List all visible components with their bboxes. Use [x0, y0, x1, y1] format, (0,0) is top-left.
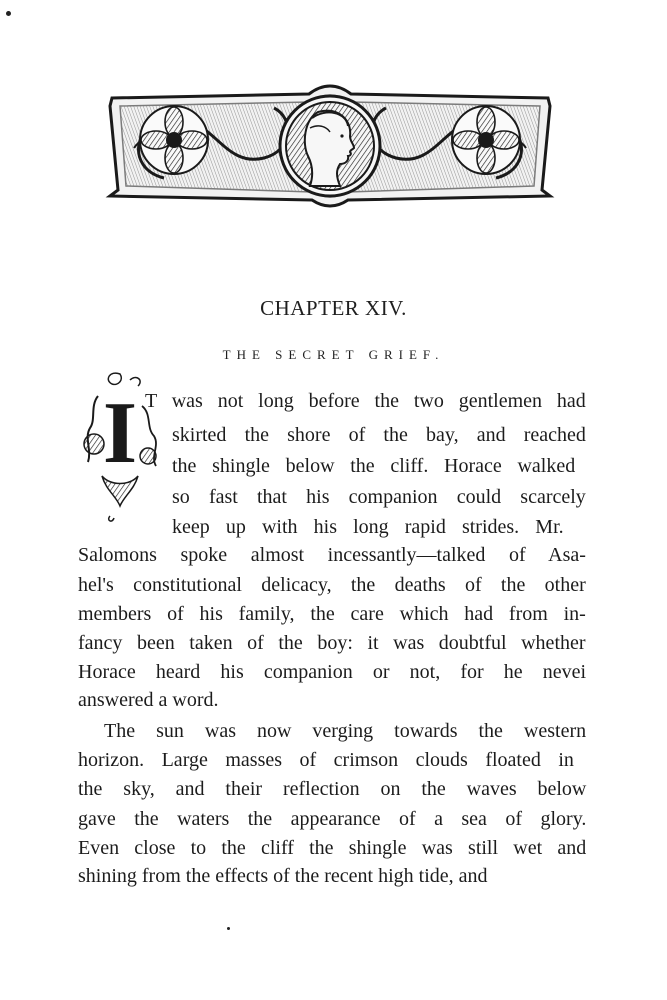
text-line: keep up with his long rapid strides. Mr. [172, 516, 564, 538]
text-line: shining from the effects of the recent high tide, and [78, 865, 488, 887]
text-line: hel's constitutional delicacy, the deaths of the other [78, 574, 586, 596]
text-line: horizon. Large masses of crimson clouds floated in [78, 749, 574, 771]
text-line: so fast that his companion could scarcely [172, 486, 586, 508]
text-line: skirted the shore of the bay, and reached [172, 424, 586, 446]
text-line: T was not long before the two gentlemen had [145, 390, 586, 412]
text-line: answered a word. [78, 689, 219, 711]
text-line: the sky, and their reflection on the waves below [78, 778, 587, 800]
ink-speck [227, 927, 230, 930]
chapter-subtitle: THE SECRET GRIEF. [222, 347, 445, 362]
chapter-title: CHAPTER XIV. [260, 296, 407, 320]
text-line: gave the waters the appearance of a sea of glory. [78, 808, 587, 830]
ink-speck [6, 11, 11, 16]
text-line: the shingle below the cliff. Horace walked [172, 455, 576, 477]
text-line: Salomons spoke almost incessantly—talked of Asa- [78, 544, 586, 566]
text-line: fancy been taken of the boy: it was doubtful whether [78, 632, 586, 654]
text-line: members of his family, the care which had from in- [78, 603, 586, 625]
text-line: Horace heard his companion or not, for he nevei [78, 661, 587, 683]
text-line: The sun was now verging towards the western [104, 720, 587, 742]
header-ornament [104, 78, 556, 213]
text-line: Even close to the cliff the shingle was still wet and [78, 837, 587, 859]
drop-cap-letter: I [102, 385, 138, 482]
